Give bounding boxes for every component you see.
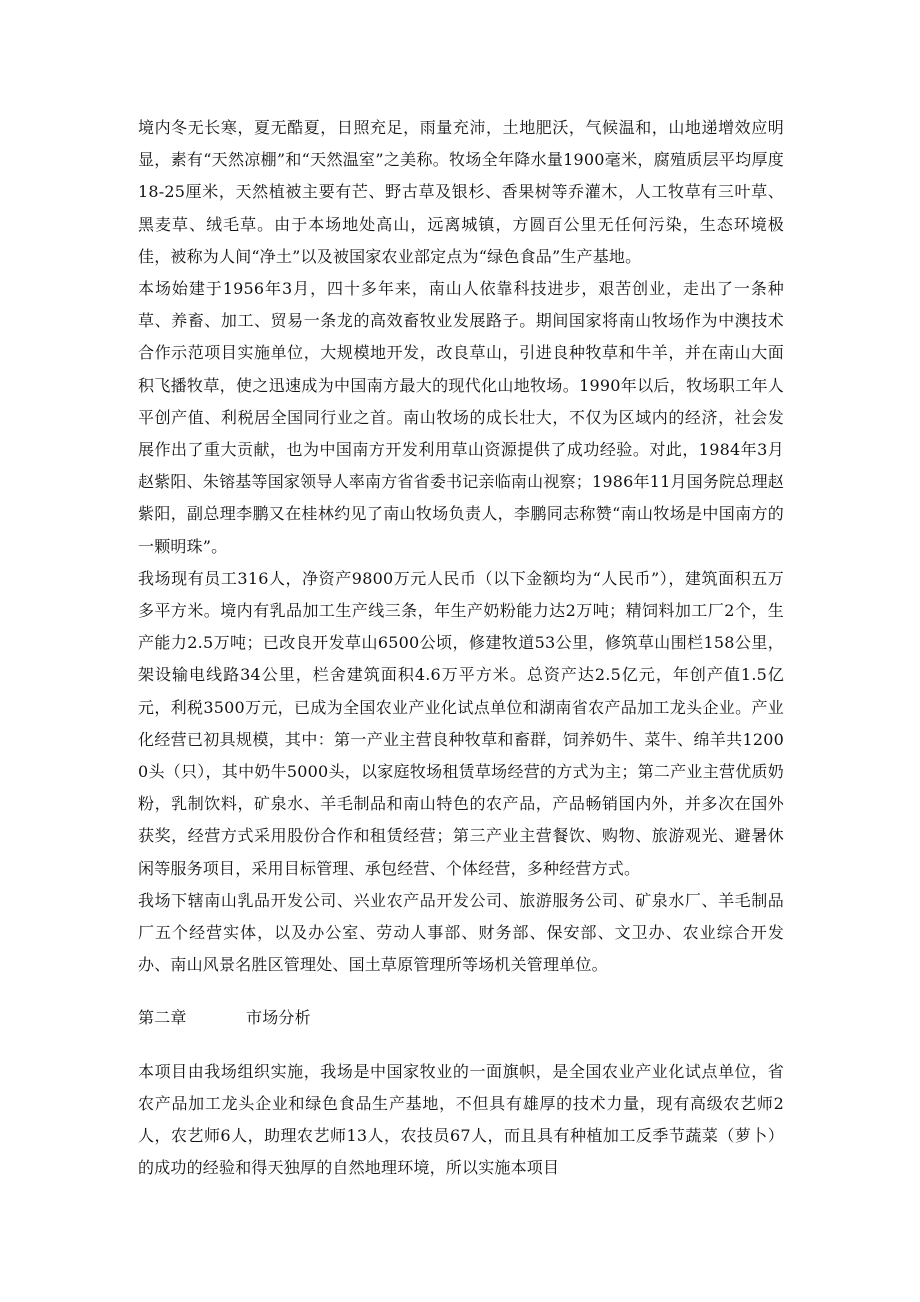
chapter-heading xyxy=(138,1002,784,1034)
paragraph-climate: 境内冬无长寒，夏无酷夏，日照充足，雨量充沛，土地肥沃，气候温和，山地递增效应明显，素有“天然凉棚”和“天然温室”之美称。牧场全年降水量1900毫米，腐殖质层平均厚度18-25厘米，天然植被主要有芒、野古草及银杉、香果树等乔灌木，人工牧草有三叶草、黑麦草、绒毛草。由于本场地处高山，远离城镇，方圆百公里无任何污染，生态环境极佳，被称为人间“净土”以及被国家农业部定点为“绿色食品”生产基地。 xyxy=(138,118,784,266)
paragraph-assets: 我场现有员工316人，净资产9800万元人民币（以下金额均为“人民币”），建筑面积五万多平方米。境内有乳品加工生产线三条，年生产奶粉能力达2万吨；精饲料加工厂2个，生产能力2.5万吨；已改良开发草山6500公顷，修建牧道53公里，修筑草山围栏158公里，架设输电线路34公里，栏舍建筑面积4.6万平方米。总资产达2.5亿元，年创产值1.5亿元，利税3500万元，已成为全国农业产业化试点单位和湖南省农产品加工龙头企业。产业化经营已初具规模，其中：第一产业主营良种牧草和畜群，饲养奶牛、菜牛、绵羊共12000头（只），其中奶牛5000头，以家庭牧场租赁草场经营的方式为主；第二产业主营优质奶粉，乳制饮料，矿泉水、羊毛制品和南山特色的农产品，产品畅销国内外，并多次在国外获奖，经营方式采用股份合作和租赁经营；第三产业主营餐饮、购物、旅游观光、避暑休闲等服务项目，采用目标管理、承包经营、个体经营，多种经营方式。 xyxy=(138,568,784,878)
document-page xyxy=(138,112,784,1185)
chapter-title: 市场分析 xyxy=(246,1008,311,1028)
paragraph-project: 本项目由我场组织实施，我场是中国家牧业的一面旗帜，是全国农业产业化试点单位，省农产品加工龙头企业和绿色食品生产基地，不但具有雄厚的技术力量，现有高级农艺师2人，农艺师6人，助理农艺师13人，农技员67人，而且具有种植加工反季节蔬菜（萝卜）的成功的经验和得天独厚的自然地理环境，所以实施本项目 xyxy=(138,1061,784,1178)
paragraph-history: 本场始建于1956年3月，四十多年来，南山人依靠科技进步，艰苦创业，走出了一条种草、养畜、加工、贸易一条龙的高效畜牧业发展路子。期间国家将南山牧场作为中澳技术合作示范项目实施单位，大规模地开发，改良草山，引进良种牧草和牛羊，并在南山大面积飞播牧草，使之迅速成为中国南方最大的现代化山地牧场。1990年以后，牧场职工年人平创产值、利税居全国同行业之首。南山牧场的成长壮大，不仅为区域内的经济，社会发展作出了重大贡献，也为中国南方开发利用草山资源提供了成功经验。对此，1984年3月赵紫阳、朱镕基等国家领导人率南方省省委书记亲临南山视察；1986年11月国务院总理赵紫阳，副总理李鹏又在桂林约见了南山牧场负责人，李鹏同志称赞“南山牧场是中国南方的一颗明珠”。 xyxy=(138,279,784,556)
chapter-number: 第二章 xyxy=(138,1008,187,1028)
paragraph-organization: 我场下辖南山乳品开发公司、兴业农产品开发公司、旅游服务公司、矿泉水厂、羊毛制品厂五个经营实体，以及办公室、劳动人事部、财务部、保安部、文卫办、农业综合开发办、南山风景名胜区管理处、国土草原管理所等场机关管理单位。 xyxy=(138,890,784,975)
